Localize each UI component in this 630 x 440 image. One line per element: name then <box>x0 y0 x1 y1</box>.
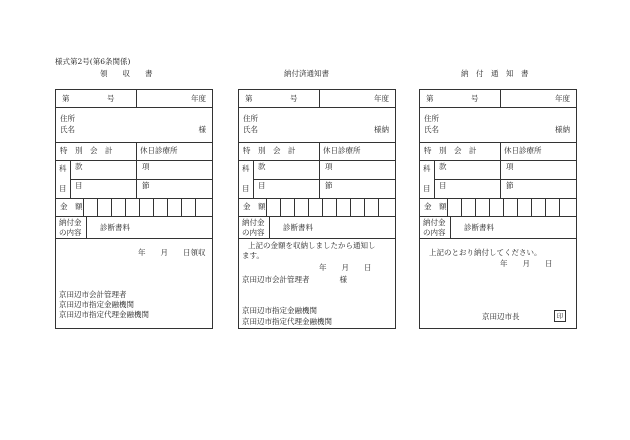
amount-label: 金 額 <box>424 202 447 211</box>
clause-label: 節 <box>506 181 514 190</box>
payment-content-value: 診断書料 <box>100 223 130 232</box>
payment-content-label-2: の内容 <box>423 228 446 237</box>
received-date: 年 月 日領収 <box>138 248 206 257</box>
paid-notice-title: 納付済通知書 <box>284 69 329 78</box>
item-label: 項 <box>506 162 514 171</box>
recipient-treasurer: 京田辺市会計管理者 様 <box>242 275 347 284</box>
address-label: 住所 <box>60 114 75 123</box>
subitem-label: 目 <box>439 181 447 190</box>
amount-label: 金 額 <box>60 202 83 211</box>
signatory-agent-bank: 京田辺市指定代理金融機関 <box>242 317 332 326</box>
payment-notice-title: 納 付 通 知 書 <box>461 69 529 78</box>
payment-content-label: 納付金 <box>59 218 82 227</box>
special-account-label: 特 別 会 計 <box>60 146 113 155</box>
fiscal-year-label: 年度 <box>374 94 389 103</box>
payment-content-label-2: の内容 <box>59 228 82 237</box>
subject-label: 科 <box>242 164 250 173</box>
payment-content-value: 診断書料 <box>283 223 313 232</box>
signatory-bank: 京田辺市指定金融機関 <box>59 300 134 309</box>
section-label: 款 <box>439 162 447 171</box>
clause-label: 節 <box>142 181 150 190</box>
address-label: 住所 <box>243 114 258 123</box>
seal-mark: 印 <box>554 310 566 322</box>
section-label: 款 <box>75 162 83 171</box>
notice-text-2: ます。 <box>242 251 264 260</box>
receipt-title: 領 収 書 <box>100 69 153 78</box>
subject-label: 科 <box>59 164 67 173</box>
clause-label: 節 <box>325 181 333 190</box>
address-label: 住所 <box>424 114 439 123</box>
subject-label-2: 目 <box>59 184 67 193</box>
special-account-label: 特 別 会 計 <box>243 146 296 155</box>
notice-date: 年 月 日 <box>319 263 372 272</box>
fiscal-year-label: 年度 <box>191 94 206 103</box>
payment-content-value: 診断書料 <box>464 223 494 232</box>
facility-label: 休日診療所 <box>140 146 178 155</box>
amount-label: 金 額 <box>243 202 266 211</box>
signatory-agent-bank: 京田辺市指定代理金融機関 <box>59 310 149 319</box>
section-label: 款 <box>258 162 266 171</box>
number-label: 第 号 <box>426 94 479 103</box>
subitem-label: 目 <box>75 181 83 190</box>
signatory-treasurer: 京田辺市会計管理者 <box>59 290 127 299</box>
name-label: 氏名 <box>60 125 75 134</box>
payment-content-label: 納付金 <box>423 218 446 227</box>
name-label: 氏名 <box>243 125 258 134</box>
fiscal-year-label: 年度 <box>555 94 570 103</box>
honorific-label: 様納 <box>374 125 389 134</box>
signatory-bank: 京田辺市指定金融機関 <box>242 306 317 315</box>
mayor-label: 京田辺市長 <box>482 312 520 321</box>
honorific-label: 様 <box>198 125 206 134</box>
notice-text: 上記のとおり納付してください。 <box>429 248 542 257</box>
subject-label: 科 <box>423 164 431 173</box>
facility-label: 休日診療所 <box>323 146 361 155</box>
payment-content-label-2: の内容 <box>242 228 265 237</box>
subject-label-2: 目 <box>242 184 250 193</box>
form-number-label: 様式第2号(第6条関係) <box>55 57 131 66</box>
notice-date: 年 月 日 <box>500 259 553 268</box>
honorific-label: 様納 <box>555 125 570 134</box>
name-label: 氏名 <box>424 125 439 134</box>
special-account-label: 特 別 会 計 <box>424 146 477 155</box>
item-label: 項 <box>142 162 150 171</box>
number-label: 第 号 <box>245 94 298 103</box>
subitem-label: 目 <box>258 181 266 190</box>
facility-label: 休日診療所 <box>504 146 542 155</box>
notice-text: 上記の金額を収納しましたから通知し <box>248 241 376 250</box>
receipt-form <box>55 89 213 329</box>
payment-content-label: 納付金 <box>242 218 265 227</box>
payment-notice-form <box>419 89 577 329</box>
subject-label-2: 目 <box>423 184 431 193</box>
paid-notice-form <box>238 89 396 329</box>
item-label: 項 <box>325 162 333 171</box>
number-label: 第 号 <box>62 94 115 103</box>
